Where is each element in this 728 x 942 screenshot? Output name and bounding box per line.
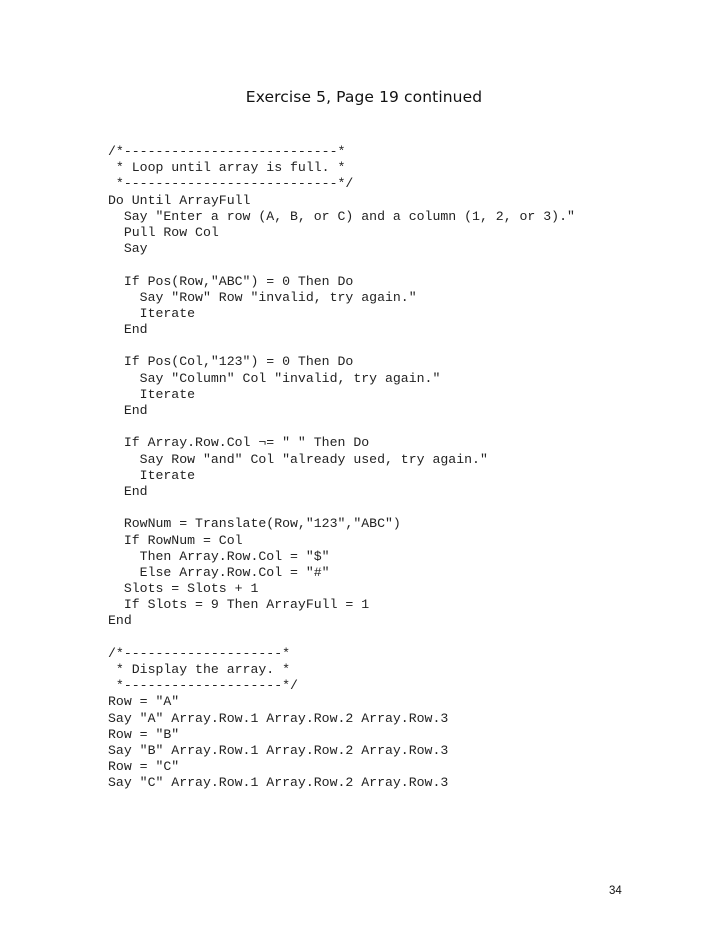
code-line: If Pos(Row,"ABC") = 0 Then Do (108, 273, 354, 289)
code-line: If RowNum = Col (108, 532, 243, 548)
code-line: Row = "B" (108, 726, 180, 742)
code-line: Say "Row" Row "invalid, try again." (108, 289, 417, 305)
code-line: Say "Enter a row (A, B, or C) and a column (1, 2, or 3)." (108, 208, 575, 224)
code-line: Say "C" Array.Row.1 Array.Row.2 Array.Row.3 (108, 775, 449, 791)
code-line: If Pos(Col,"123") = 0 Then Do (108, 354, 354, 370)
code-line: Else Array.Row.Col = "#" (108, 564, 330, 580)
code-line: Row = "A" (108, 694, 180, 710)
page-title: Exercise 5, Page 19 continued (245, 88, 483, 106)
code-line: End (108, 403, 148, 418)
code-line: *--------------------*/ (108, 678, 298, 694)
code-line: Iterate (108, 386, 196, 402)
code-line: If Slots = 9 Then ArrayFull = 1 (108, 597, 370, 613)
code-line: Say "A" Array.Row.1 Array.Row.2 Array.Row.3 (108, 710, 449, 726)
code-listing (108, 144, 708, 792)
code-line: Row = "C" (108, 759, 180, 775)
code-line: Iterate (108, 467, 196, 483)
code-line: If Array.Row.Col ¬= " " Then Do (108, 435, 370, 451)
code-line: Say "B" Array.Row.1 Array.Row.2 Array.Row.3 (108, 742, 449, 758)
code-line: * Loop until array is full. * (108, 160, 346, 176)
code-line: Say (108, 241, 148, 257)
code-line: *---------------------------*/ (108, 176, 354, 192)
code-line: Do Until ArrayFull (108, 192, 251, 208)
code-line (108, 338, 708, 354)
code-line: End (108, 322, 148, 338)
code-line (108, 630, 708, 646)
code-line (108, 257, 708, 273)
code-line (108, 500, 708, 516)
code-line: End (108, 613, 132, 629)
code-line: /*--------------------* (108, 645, 291, 661)
code-line: Say Row "and" Col "already used, try again." (108, 451, 488, 467)
code-line (108, 419, 708, 435)
code-line: Say "Column" Col "invalid, try again." (108, 370, 441, 386)
code-line: Then Array.Row.Col = "$" (108, 548, 330, 564)
code-line: RowNum = Translate(Row,"123","ABC") (108, 516, 401, 532)
code-line: End (108, 483, 148, 499)
code-line: Pull Row Col (108, 224, 219, 240)
code-line: * Display the array. * (108, 662, 291, 677)
code-line: /*---------------------------* (108, 144, 346, 159)
code-line: Slots = Slots + 1 (108, 581, 259, 597)
code-line: Iterate (108, 305, 196, 321)
page-number: 34 (609, 885, 622, 897)
